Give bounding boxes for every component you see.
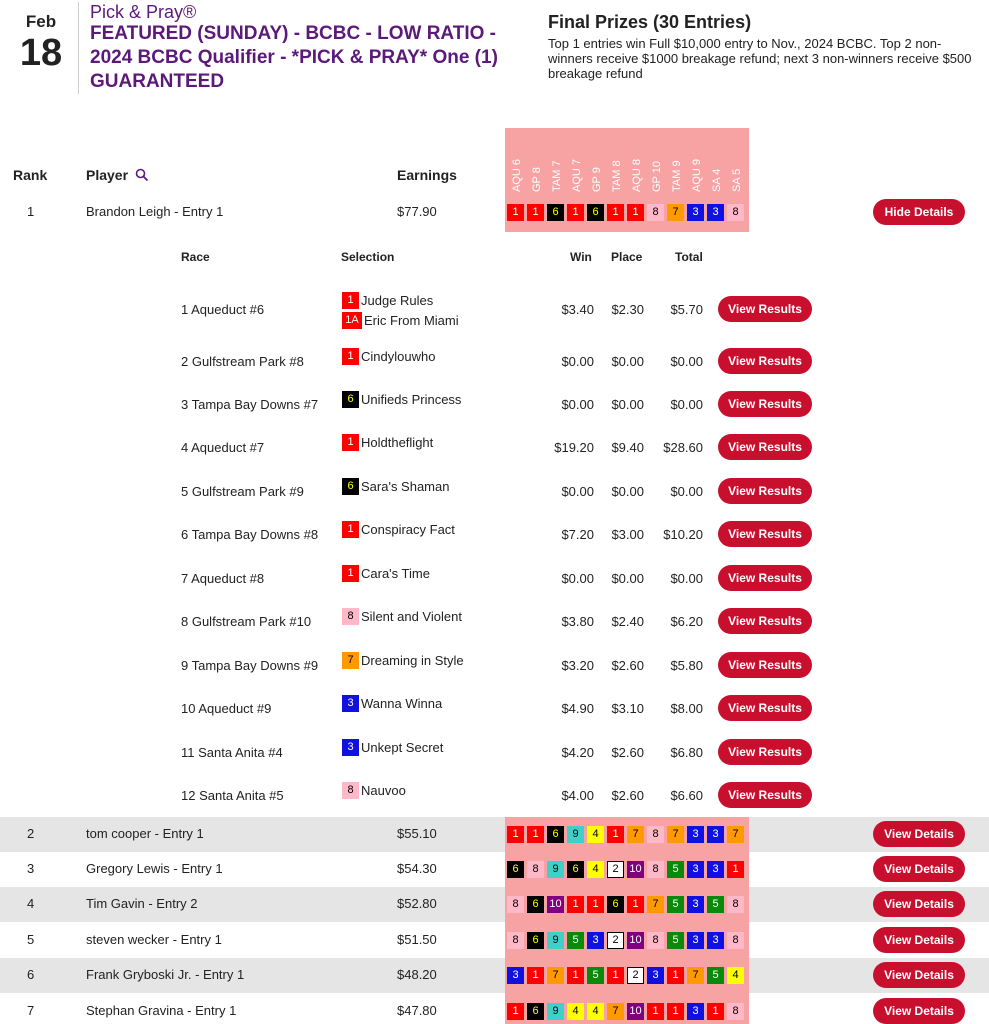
contest-info [90, 2, 520, 94]
pick-chip: 2 [627, 967, 644, 984]
leaderboard-row [0, 923, 989, 958]
details-win: $0.00 [561, 571, 594, 586]
details-win: $0.00 [561, 484, 594, 499]
details-row [0, 385, 989, 425]
row-earnings: $77.90 [397, 204, 437, 219]
player-header-label: Player [86, 167, 129, 183]
details-selection-header: Selection [341, 250, 395, 264]
details-row [0, 689, 989, 729]
race-column-header: SA 5 [731, 168, 743, 192]
details-row [0, 515, 989, 555]
details-total: $28.60 [663, 440, 703, 455]
details-place: $0.00 [611, 484, 644, 499]
pick-chip: 5 [667, 896, 684, 913]
selection-horse: Nauvoo [361, 782, 406, 798]
view-results-button[interactable]: View Results [718, 521, 812, 547]
view-results-button[interactable]: View Results [718, 652, 812, 678]
details-selections [342, 519, 455, 539]
selection-line [342, 650, 464, 670]
pick-chip: 1 [587, 896, 604, 913]
pick-chip: 3 [707, 861, 724, 878]
row-rank: 7 [27, 1003, 35, 1018]
pick-chip: 3 [687, 204, 704, 221]
selection-horse: Dreaming in Style [361, 652, 464, 668]
view-details-button[interactable]: View Details [873, 856, 965, 882]
earnings-header: Earnings [397, 167, 457, 183]
row-rank: 3 [27, 861, 35, 876]
details-selections [342, 693, 442, 713]
details-row [0, 290, 989, 330]
selection-chip: 3 [342, 739, 359, 756]
details-row [0, 342, 989, 382]
selection-horse: Eric From Miami [364, 312, 459, 328]
details-row [0, 602, 989, 642]
view-details-button[interactable]: View Details [873, 927, 965, 953]
leaderboard-row [0, 994, 989, 1024]
view-results-button[interactable]: View Results [718, 348, 812, 374]
pick-chip: 7 [607, 1003, 624, 1020]
pick-chip: 1 [527, 826, 544, 843]
race-column-header: GP 8 [531, 167, 543, 192]
selection-line [342, 780, 406, 800]
pick-chip: 8 [727, 932, 744, 949]
row-earnings: $54.30 [397, 861, 437, 876]
row-player: Brandon Leigh - Entry 1 [86, 204, 224, 219]
selection-chip: 3 [342, 695, 359, 712]
pick-chip: 6 [547, 204, 564, 221]
details-win-header: Win [570, 250, 592, 264]
details-total: $6.60 [670, 788, 703, 803]
pick-chip: 4 [587, 861, 604, 878]
row-rank: 1 [27, 204, 35, 219]
pick-chip: 8 [647, 204, 664, 221]
selection-chip: 6 [342, 478, 359, 495]
row-rank: 2 [27, 826, 35, 841]
pick-chip: 3 [507, 967, 524, 984]
selection-horse: Cara's Time [361, 565, 430, 581]
selection-line [342, 432, 433, 452]
pick-chip: 1 [607, 967, 624, 984]
view-details-button[interactable]: View Details [873, 821, 965, 847]
selection-line [342, 563, 430, 583]
pick-chip: 1 [567, 967, 584, 984]
details-win: $19.20 [554, 440, 594, 455]
details-row [0, 733, 989, 773]
pick-chip: 3 [647, 967, 664, 984]
details-row [0, 428, 989, 468]
pick-chip: 1 [567, 204, 584, 221]
details-win: $3.40 [561, 302, 594, 317]
pick-chip: 8 [647, 826, 664, 843]
pick-chip: 1 [707, 1003, 724, 1020]
selection-horse: Cindylouwho [361, 348, 436, 364]
pick-chip: 7 [647, 896, 664, 913]
details-place: $3.00 [611, 527, 644, 542]
pick-chip: 1 [647, 1003, 664, 1020]
leaderboard-row [0, 852, 989, 887]
pick-chip: 6 [507, 861, 524, 878]
row-earnings: $52.80 [397, 896, 437, 911]
row-earnings: $55.10 [397, 826, 437, 841]
leaderboard-row [0, 958, 989, 993]
pick-chip: 1 [727, 861, 744, 878]
pick-chip: 9 [567, 826, 584, 843]
details-place: $0.00 [611, 397, 644, 412]
pick-chip: 7 [667, 204, 684, 221]
pick-chip: 5 [707, 896, 724, 913]
view-results-button[interactable]: View Results [718, 739, 812, 765]
contest-kind: Pick & Pray® [90, 2, 197, 22]
pick-chip: 1 [507, 204, 524, 221]
details-selections [342, 650, 464, 670]
pick-chip: 6 [527, 1003, 544, 1020]
pick-chip: 9 [547, 1003, 564, 1020]
row-earnings: $51.50 [397, 932, 437, 947]
header-divider [78, 2, 79, 94]
selection-chip: 1 [342, 292, 359, 309]
pick-chip: 3 [587, 932, 604, 949]
details-race: 3 Tampa Bay Downs #7 [181, 397, 319, 412]
details-place: $3.10 [611, 701, 644, 716]
pick-chip: 7 [547, 967, 564, 984]
view-results-button[interactable]: View Results [718, 782, 812, 808]
selection-chip: 1 [342, 521, 359, 538]
view-results-button[interactable]: View Results [718, 478, 812, 504]
row-earnings: $47.80 [397, 1003, 437, 1018]
pick-chip: 8 [647, 861, 664, 878]
selection-chip: 1 [342, 565, 359, 582]
details-total: $5.80 [670, 658, 703, 673]
details-total: $8.00 [670, 701, 703, 716]
pick-chip: 8 [507, 896, 524, 913]
details-win: $4.00 [561, 788, 594, 803]
pick-chip: 8 [527, 861, 544, 878]
pick-chip: 3 [707, 204, 724, 221]
prizes-description: Top 1 entries win Full $10,000 entry to Nov., 2024 BCBC. Top 2 non-winners receive $1000 breakage refund; next 3 non-winners receive $500 breakage refund [548, 36, 972, 81]
details-win: $3.20 [561, 658, 594, 673]
selection-line [342, 693, 442, 713]
pick-chip: 1 [607, 204, 624, 221]
view-results-button[interactable]: View Results [718, 296, 812, 322]
details-total-header: Total [675, 250, 703, 264]
details-selections [342, 476, 449, 496]
prizes-info [548, 12, 978, 81]
pick-chip: 1 [527, 204, 544, 221]
row-player: steven wecker - Entry 1 [86, 932, 222, 947]
selection-line [342, 310, 459, 330]
pick-chip: 5 [667, 861, 684, 878]
pick-chip: 1 [667, 967, 684, 984]
pick-chip: 3 [687, 896, 704, 913]
selection-horse: Unkept Secret [361, 739, 444, 755]
row-player: Stephan Gravina - Entry 1 [86, 1003, 237, 1018]
pick-chip: 1 [607, 826, 624, 843]
pick-chip: 6 [587, 204, 604, 221]
row-rank: 5 [27, 932, 35, 947]
details-race: 8 Gulfstream Park #10 [181, 614, 312, 629]
details-selections [342, 290, 459, 330]
details-race: 2 Gulfstream Park #8 [181, 354, 304, 369]
details-race: 7 Aqueduct #8 [181, 571, 265, 586]
details-selections [342, 780, 406, 800]
pick-chip: 5 [587, 967, 604, 984]
selection-line [342, 519, 455, 539]
row-player: Frank Gryboski Jr. - Entry 1 [86, 967, 245, 982]
contest-date [16, 12, 66, 72]
race-column-header: TAM 8 [611, 160, 623, 192]
details-total: $6.20 [670, 614, 703, 629]
selection-chip: 1 [342, 348, 359, 365]
pick-chip: 10 [627, 1003, 644, 1020]
selection-line [342, 476, 449, 496]
pick-chip: 9 [547, 932, 564, 949]
pick-chip: 7 [667, 826, 684, 843]
pick-chip: 10 [547, 896, 564, 913]
details-total: $6.80 [670, 745, 703, 760]
pick-chip: 5 [707, 967, 724, 984]
selection-horse: Unifieds Princess [361, 391, 462, 407]
row-picks [505, 994, 749, 1024]
details-total: $5.70 [670, 302, 703, 317]
pick-chip: 9 [547, 861, 564, 878]
details-selections [342, 432, 433, 452]
pick-chip: 3 [707, 932, 724, 949]
details-selections [342, 389, 461, 409]
race-column-header: AQU 6 [511, 158, 523, 192]
rank-header: Rank [13, 167, 48, 183]
details-place-header: Place [611, 250, 643, 264]
selection-horse: Conspiracy Fact [361, 521, 455, 537]
race-column-header: GP 10 [651, 161, 663, 192]
pick-chip: 6 [547, 826, 564, 843]
details-win: $4.90 [561, 701, 594, 716]
pick-chip: 6 [527, 932, 544, 949]
pick-chip: 8 [727, 1003, 744, 1020]
pick-chip: 1 [627, 204, 644, 221]
pick-chip: 10 [627, 932, 644, 949]
pick-chip: 1 [567, 896, 584, 913]
leaderboard-row [0, 817, 989, 852]
row-picks [505, 958, 749, 993]
search-icon[interactable] [135, 168, 149, 182]
details-selections [342, 346, 435, 366]
pick-chip: 5 [567, 932, 584, 949]
row-player: Tim Gavin - Entry 2 [86, 896, 198, 911]
race-column-header: AQU 8 [631, 158, 643, 192]
details-selections [342, 563, 430, 583]
pick-chip: 2 [607, 861, 624, 878]
selection-chip: 7 [342, 652, 359, 669]
pick-chip: 8 [507, 932, 524, 949]
contest-name: FEATURED (SUNDAY) - BCBC - LOW RATIO - 2024 BCBC Qualifier - *PICK & PRAY* One (1) GUARANTEED [90, 23, 498, 92]
details-race: 5 Gulfstream Park #9 [181, 484, 304, 499]
details-total: $10.20 [663, 527, 703, 542]
selection-chip: 8 [342, 608, 359, 625]
pick-chip: 4 [587, 1003, 604, 1020]
selection-horse: Wanna Winna [361, 695, 443, 711]
row-picks [505, 923, 749, 958]
view-results-button[interactable]: View Results [718, 695, 812, 721]
selection-chip: 6 [342, 391, 359, 408]
selection-chip: 1 [342, 434, 359, 451]
details-place: $9.40 [611, 440, 644, 455]
details-race: 11 Santa Anita #4 [181, 745, 283, 760]
pick-chip: 6 [567, 861, 584, 878]
selection-chip: 1A [342, 312, 362, 329]
prizes-title: Final Prizes (30 Entries) [548, 12, 752, 32]
race-column-header: SA 4 [711, 168, 723, 192]
view-results-button[interactable]: View Results [718, 565, 812, 591]
details-place: $2.60 [611, 658, 644, 673]
pick-chip: 3 [687, 1003, 704, 1020]
details-total: $0.00 [670, 571, 703, 586]
selection-chip: 8 [342, 782, 359, 799]
details-row [0, 472, 989, 512]
selection-horse: Silent and Violent [361, 608, 462, 624]
pick-chip: 4 [727, 967, 744, 984]
race-column-header: GP 9 [591, 167, 603, 192]
hide-details-button[interactable]: Hide Details [873, 199, 965, 225]
pick-chip: 3 [687, 861, 704, 878]
details-selections [342, 737, 443, 757]
date-month: Feb [25, 12, 57, 31]
row-picks [505, 852, 749, 887]
details-total: $0.00 [670, 484, 703, 499]
row-picks [505, 887, 749, 922]
details-race: 12 Santa Anita #5 [181, 788, 284, 803]
selection-line [342, 737, 443, 757]
pick-chip: 1 [667, 1003, 684, 1020]
details-win: $3.80 [561, 614, 594, 629]
view-details-button[interactable]: View Details [873, 998, 965, 1024]
row-rank: 4 [27, 896, 35, 911]
leaderboard-row [0, 195, 989, 230]
view-details-button[interactable]: View Details [873, 891, 965, 917]
pick-chip: 1 [627, 896, 644, 913]
pick-chip: 5 [667, 932, 684, 949]
row-picks [505, 195, 749, 230]
details-race-header: Race [181, 250, 210, 264]
pick-chip: 7 [627, 826, 644, 843]
race-column-header: AQU 7 [571, 158, 583, 192]
row-picks [505, 817, 749, 852]
view-results-button[interactable]: View Results [718, 434, 812, 460]
details-win: $0.00 [561, 397, 594, 412]
details-race: 4 Aqueduct #7 [181, 440, 265, 455]
leaderboard-row [0, 887, 989, 922]
row-rank: 6 [27, 967, 35, 982]
view-details-button[interactable]: View Details [873, 962, 965, 988]
row-earnings: $48.20 [397, 967, 437, 982]
date-day: 18 [19, 32, 63, 74]
details-win: $0.00 [561, 354, 594, 369]
row-player: Gregory Lewis - Entry 1 [86, 861, 223, 876]
pick-chip: 1 [507, 826, 524, 843]
pick-chip: 7 [687, 967, 704, 984]
pick-chip: 4 [567, 1003, 584, 1020]
pick-chip: 3 [707, 826, 724, 843]
details-race: 6 Tampa Bay Downs #8 [181, 527, 319, 542]
pick-chip: 8 [727, 204, 744, 221]
race-column-header: TAM 9 [671, 160, 683, 192]
pick-chip: 8 [727, 896, 744, 913]
pick-chip: 3 [687, 826, 704, 843]
pick-chip: 2 [607, 932, 624, 949]
view-results-button[interactable]: View Results [718, 391, 812, 417]
view-results-button[interactable]: View Results [718, 608, 812, 634]
race-column-headers [505, 130, 749, 192]
details-race: 9 Tampa Bay Downs #9 [181, 658, 319, 673]
player-header[interactable] [86, 167, 149, 183]
selection-horse: Holdtheflight [361, 434, 434, 450]
pick-chip: 6 [607, 896, 624, 913]
details-place: $2.60 [611, 788, 644, 803]
selection-line [342, 606, 462, 626]
pick-chip: 7 [727, 826, 744, 843]
race-column-header: AQU 9 [691, 158, 703, 192]
pick-chip: 6 [527, 896, 544, 913]
selection-horse: Judge Rules [361, 292, 434, 308]
details-selections [342, 606, 462, 626]
details-place: $2.60 [611, 745, 644, 760]
pick-chip: 1 [527, 967, 544, 984]
details-place: $2.30 [611, 302, 644, 317]
race-column-header: TAM 7 [551, 160, 563, 192]
pick-chip: 1 [507, 1003, 524, 1020]
selection-line [342, 389, 461, 409]
selection-line [342, 290, 459, 310]
details-place: $2.40 [611, 614, 644, 629]
pick-chip: 10 [627, 861, 644, 878]
details-race: 1 Aqueduct #6 [181, 302, 265, 317]
selection-horse: Sara's Shaman [361, 478, 450, 494]
selection-line [342, 346, 435, 366]
details-total: $0.00 [670, 397, 703, 412]
details-row [0, 559, 989, 599]
details-win: $4.20 [561, 745, 594, 760]
pick-chip: 4 [587, 826, 604, 843]
details-race: 10 Aqueduct #9 [181, 701, 272, 716]
details-row [0, 646, 989, 686]
details-place: $0.00 [611, 354, 644, 369]
row-player: tom cooper - Entry 1 [86, 826, 204, 841]
pick-chip: 3 [687, 932, 704, 949]
details-row [0, 776, 989, 816]
details-win: $7.20 [561, 527, 594, 542]
pick-chip: 8 [647, 932, 664, 949]
details-total: $0.00 [670, 354, 703, 369]
details-place: $0.00 [611, 571, 644, 586]
